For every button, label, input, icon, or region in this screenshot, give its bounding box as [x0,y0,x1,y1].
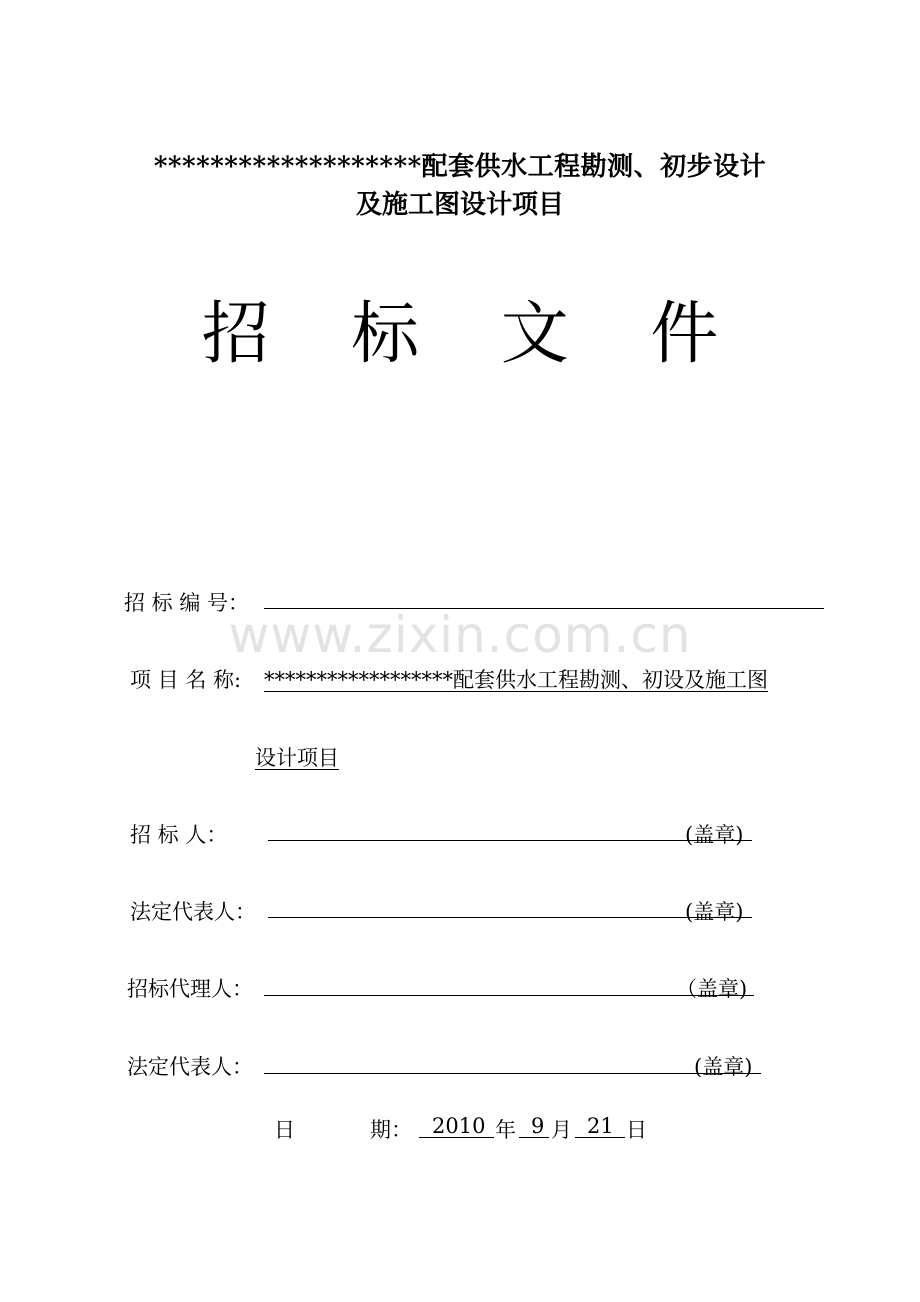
seal-4: (盖章) [694,1055,753,1079]
project-name-label: 项 目 名 称: [130,668,242,692]
date-month-unit: 月 [551,1118,572,1142]
date-label-period: 期： [370,1118,412,1142]
document-title-line2: 及施工图设计项目 [355,190,564,220]
seal-1: (盖章) [685,823,744,847]
document-title-line1: *******************配套供水工程勘测、初步设计 [153,152,767,182]
agent-label: 招标代理人： [127,977,253,1001]
seal-2: (盖章) [685,900,744,924]
tender-number-field[interactable] [264,608,824,609]
main-title: 招 标 文 件 [201,295,749,374]
tender-number-label: 招 标 编 号： [124,591,250,615]
date-year-unit: 年 [495,1118,516,1142]
project-name-value-line1: ******************配套供水工程勘测、初设及施工图 [264,668,768,692]
date-year[interactable]: 2010 [432,1114,486,1138]
date-day[interactable]: 21 [587,1114,614,1138]
tenderer-field[interactable] [268,840,752,841]
legal-representative-label-1: 法定代表人： [130,900,256,924]
legal-representative-field-2[interactable] [264,1073,761,1074]
date-month[interactable]: 9 [531,1114,545,1138]
legal-representative-label-2: 法定代表人： [127,1055,253,1079]
date-label-day: 日 [274,1118,295,1142]
date-day-unit: 日 [626,1118,647,1142]
watermark: www.zixin.com.cn [228,606,692,664]
legal-representative-field-1[interactable] [268,917,752,918]
project-name-value-line2: 设计项目 [255,746,339,770]
tenderer-label: 招 标 人： [130,823,228,847]
seal-3: （盖章) [676,977,748,1001]
